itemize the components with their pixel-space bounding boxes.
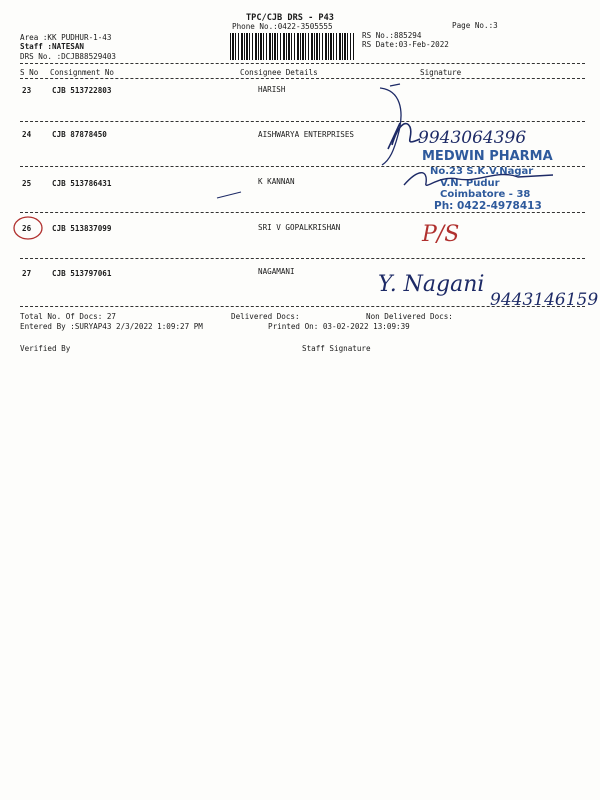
row-consignee: NAGAMANI (258, 267, 295, 276)
row-consignment: CJB 87878450 (52, 130, 107, 139)
col-sno: S No (20, 68, 39, 77)
divider (20, 78, 585, 79)
row-divider (20, 258, 585, 259)
col-signature: Signature (420, 68, 462, 77)
drs-number: DRS No. :DCJB88529403 (20, 52, 117, 61)
report-title: TPC/CJB DRS - P43 (246, 13, 334, 23)
delivered-docs: Delivered Docs: (231, 312, 300, 321)
staff-signature-label: Staff Signature (302, 344, 371, 353)
row-sno: 24 (22, 130, 32, 139)
row-sno: 26 (22, 224, 32, 233)
row-consignee: HARISH (258, 85, 286, 94)
circle-mark (12, 214, 44, 242)
row-sno: 27 (22, 269, 32, 278)
rs-number: RS No.:885294 (362, 31, 422, 40)
handwritten-ps: P/S (422, 222, 460, 247)
divider (20, 63, 585, 64)
row-divider (20, 212, 585, 213)
row-consignee: K KANNAN (258, 177, 295, 186)
phone-number: Phone No.:0422-3505555 (232, 22, 333, 31)
handwritten-phone: 9943064396 (418, 128, 527, 148)
printed-on: Printed On: 03-02-2022 13:09:39 (268, 322, 410, 331)
signature-scribble (398, 165, 558, 195)
handwritten-phone: 9443146159 (490, 290, 599, 310)
row-consignment: CJB 513722803 (52, 86, 112, 95)
col-consignee: Consignee Details (240, 68, 318, 77)
verified-by: Verified By (20, 344, 71, 353)
col-consignment: Consignment No (50, 68, 115, 77)
pen-stroke (215, 190, 245, 200)
row-sno: 23 (22, 86, 32, 95)
row-consignee: SRI V GOPALKRISHAN (258, 223, 341, 232)
row-consignment: CJB 513837099 (52, 224, 112, 233)
area-label: Area :KK PUDHUR-1-43 (20, 33, 112, 42)
rs-date: RS Date:03-Feb-2022 (362, 40, 449, 49)
total-docs: Total No. Of Docs: 27 (20, 312, 117, 321)
non-delivered-docs: Non Delivered Docs: (366, 312, 453, 321)
page-number: Page No.:3 (452, 21, 498, 30)
row-consignee: AISHWARYA ENTERPRISES (258, 130, 355, 139)
stamp-company: MEDWIN PHARMA (422, 149, 553, 164)
stamp-address: No.23 S.K.V.Nagar (430, 166, 534, 177)
barcode-image (230, 33, 354, 60)
row-divider (20, 121, 585, 122)
entered-by: Entered By :SURYAP43 2/3/2022 1:09:27 PM (20, 322, 203, 331)
row-consignment: CJB 513797061 (52, 269, 112, 278)
stamp-address: V.N. Pudur (440, 178, 500, 189)
stamp-city: Coimbatore - 38 (440, 189, 531, 200)
handwritten-signature: Y. Nagani (378, 272, 485, 297)
row-sno: 25 (22, 179, 32, 188)
row-consignment: CJB 513786431 (52, 179, 112, 188)
staff-label: Staff :NATESAN (20, 42, 85, 51)
stamp-phone: Ph: 0422-4978413 (434, 200, 542, 212)
